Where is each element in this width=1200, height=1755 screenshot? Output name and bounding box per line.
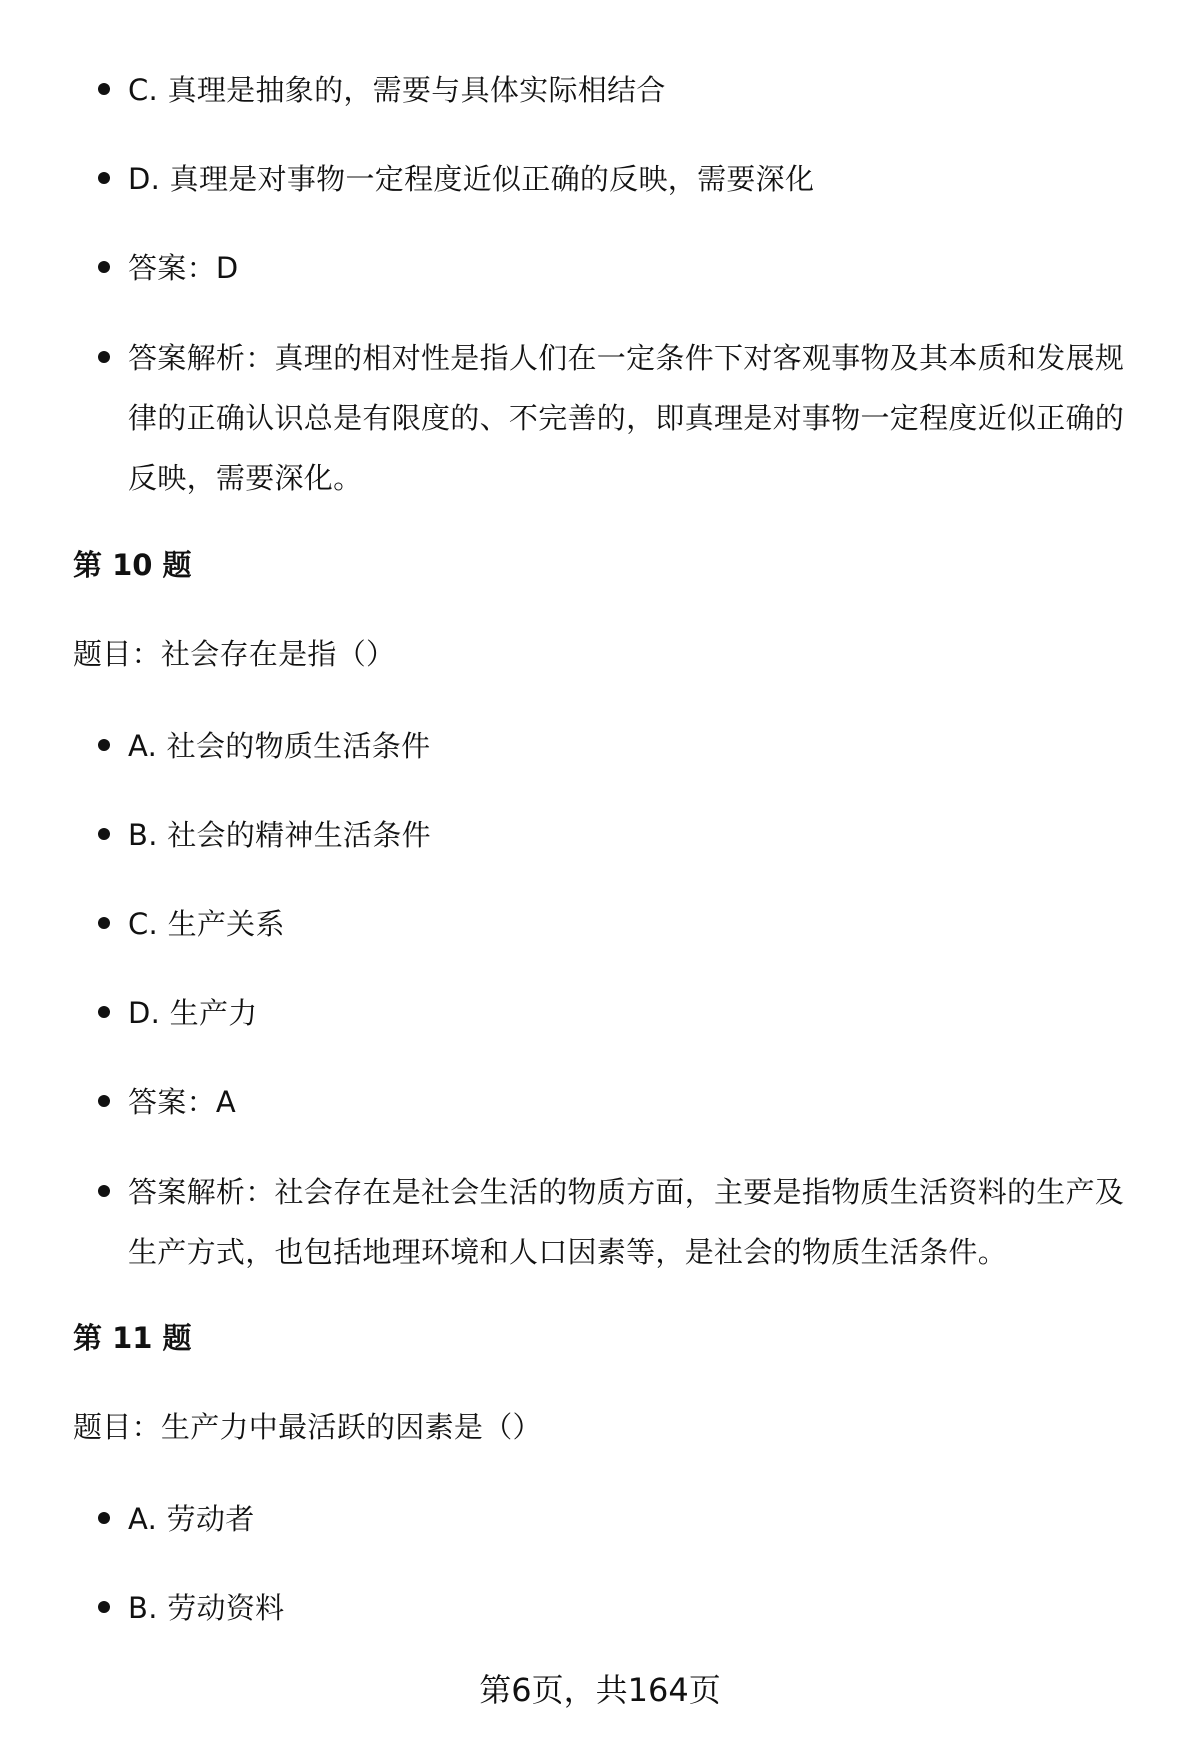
question-heading: 第 11 题 [73,1321,192,1355]
bullet [98,1006,110,1018]
option-d: D. 真理是对事物一定程度近似正确的反映，需要深化 [128,162,815,196]
option-a: A. 社会的物质生活条件 [128,729,431,763]
bullet [98,917,110,929]
bullet [98,172,110,184]
bullet [98,1095,110,1107]
answer-explanation: 答案解析：社会存在是社会生活的物质方面，主要是指物质生活资料的生产及生产方式，也包括地理环境和人口因素等，是社会的物质生活条件。 [128,1175,1125,1269]
option-a: A. 劳动者 [128,1502,255,1536]
option-d: D. 生产力 [128,996,258,1030]
answer: 答案：D [128,251,239,285]
option-b: B. 社会的精神生活条件 [128,818,431,852]
bullet [98,83,110,95]
page-indicator: 第6页，共164页 [479,1671,721,1709]
bullet [98,1601,110,1613]
answer: 答案：A [128,1085,237,1119]
bullet [98,828,110,840]
option-c: C. 生产关系 [128,907,285,941]
question-heading: 第 10 题 [73,548,192,582]
option-c: C. 真理是抽象的，需要与具体实际相结合 [128,73,666,107]
option-b: B. 劳动资料 [128,1591,285,1625]
answer-explanation: 答案解析：真理的相对性是指人们在一定条件下对客观事物及其本质和发展规律的正确认识总是有限度的、不完善的，即真理是对事物一定程度近似正确的反映，需要深化。 [128,341,1125,495]
bullet [98,1185,110,1197]
bullet [98,261,110,273]
bullet [98,739,110,751]
bullet [98,1512,110,1524]
question-text: 题目：社会存在是指（） [73,637,396,671]
question-text: 题目：生产力中最活跃的因素是（） [73,1410,542,1444]
bullet [98,351,110,363]
